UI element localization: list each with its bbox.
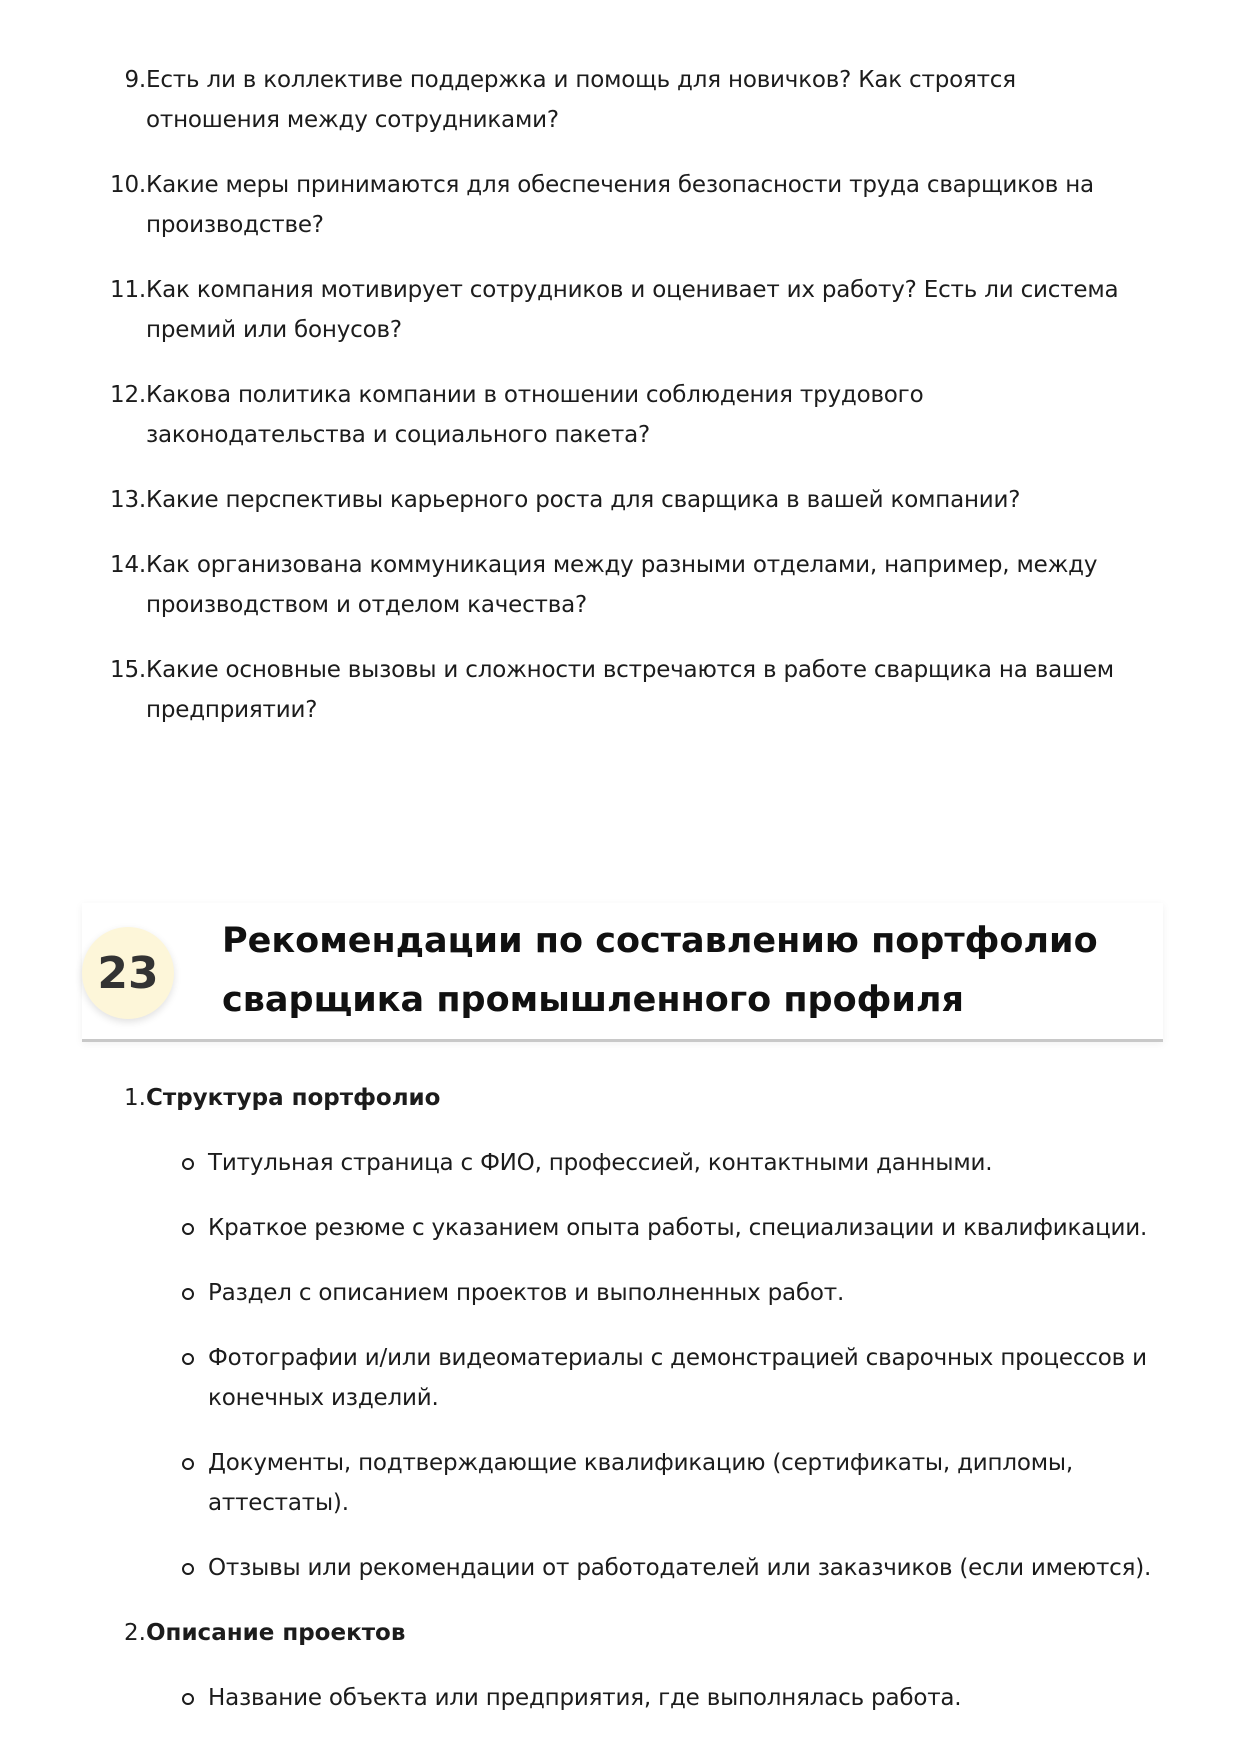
list-item-text: Какие меры принимаются для обеспечения безопасности труда сварщиков на производстве?	[146, 172, 1094, 238]
list-item	[0, 480, 1239, 520]
list-item	[0, 270, 1239, 350]
sub-list-item-text: Отзывы или рекомендации от работодателей или заказчиков (если имеются).	[208, 1555, 1152, 1581]
sub-list-item-text: Раздел с описанием проектов и выполненных работ.	[208, 1280, 845, 1306]
list-item-text: Есть ли в коллективе поддержка и помощь для новичков? Как строятся отношения между сотрудниками?	[146, 67, 1016, 133]
sub-list-item	[146, 1208, 1239, 1248]
sub-list-item	[146, 1678, 1239, 1718]
group-number: 1.	[124, 1085, 146, 1111]
sub-list-item-text: Документы, подтверждающие квалификацию (сертификаты, дипломы, аттестаты).	[208, 1450, 1073, 1516]
list-item	[0, 375, 1239, 455]
list-item-text: Как организована коммуникация между разными отделами, например, между производством и отделом качества?	[146, 552, 1098, 618]
circle-bullet-icon	[182, 1158, 194, 1170]
section-title: Рекомендации по составлению портфолио сварщика промышленного профиля	[222, 921, 1098, 1020]
section-heading	[82, 903, 1163, 1042]
group-number: 2.	[124, 1620, 146, 1646]
sub-list-item	[146, 1143, 1239, 1183]
recommendation-group	[0, 1613, 1239, 1718]
list-item-number: 9.	[124, 67, 146, 93]
circle-bullet-icon	[182, 1458, 194, 1470]
questions-list	[0, 60, 1239, 755]
list-item-text: Какие перспективы карьерного роста для сварщика в вашей компании?	[146, 487, 1021, 513]
recommendation-group	[0, 1078, 1239, 1588]
sub-list-item	[146, 1338, 1239, 1418]
sub-list-item	[146, 1548, 1239, 1588]
list-item-number: 12.	[110, 382, 146, 408]
list-item	[0, 650, 1239, 730]
sub-list-item-text: Титульная страница с ФИО, профессией, контактными данными.	[208, 1150, 993, 1176]
sub-list-item	[146, 1273, 1239, 1313]
sub-list-item	[146, 1443, 1239, 1523]
group-label: Описание проектов	[146, 1620, 406, 1646]
sub-list-item-text: Фотографии и/или видеоматериалы с демонстрацией сварочных процессов и конечных изделий.	[208, 1345, 1147, 1411]
group-label: Структура портфолио	[146, 1085, 441, 1111]
circle-bullet-icon	[182, 1288, 194, 1300]
list-item	[0, 60, 1239, 140]
circle-bullet-icon	[182, 1563, 194, 1575]
list-item	[0, 165, 1239, 245]
list-item-text: Как компания мотивирует сотрудников и оценивает их работу? Есть ли система премий или бонусов?	[146, 277, 1119, 343]
circle-bullet-icon	[182, 1223, 194, 1235]
list-item-number: 10.	[110, 172, 146, 198]
list-item-number: 13.	[110, 487, 146, 513]
circle-bullet-icon	[182, 1693, 194, 1705]
sub-list	[146, 1678, 1239, 1718]
list-item-number: 14.	[110, 552, 146, 578]
list-item-text: Какова политика компании в отношении соблюдения трудового законодательства и социального пакета?	[146, 382, 924, 448]
list-item-text: Какие основные вызовы и сложности встречаются в работе сварщика на вашем предприятии?	[146, 657, 1114, 723]
list-item-number: 15.	[110, 657, 146, 683]
sub-list-item-text: Название объекта или предприятия, где выполнялась работа.	[208, 1685, 962, 1711]
section-number-badge: 23	[82, 927, 174, 1019]
list-item-number: 11.	[110, 277, 146, 303]
circle-bullet-icon	[182, 1353, 194, 1365]
sub-list	[146, 1143, 1239, 1588]
sub-list-item-text: Краткое резюме с указанием опыта работы, специализации и квалификации.	[208, 1215, 1148, 1241]
recommendations-list	[0, 1078, 1239, 1743]
list-item	[0, 545, 1239, 625]
